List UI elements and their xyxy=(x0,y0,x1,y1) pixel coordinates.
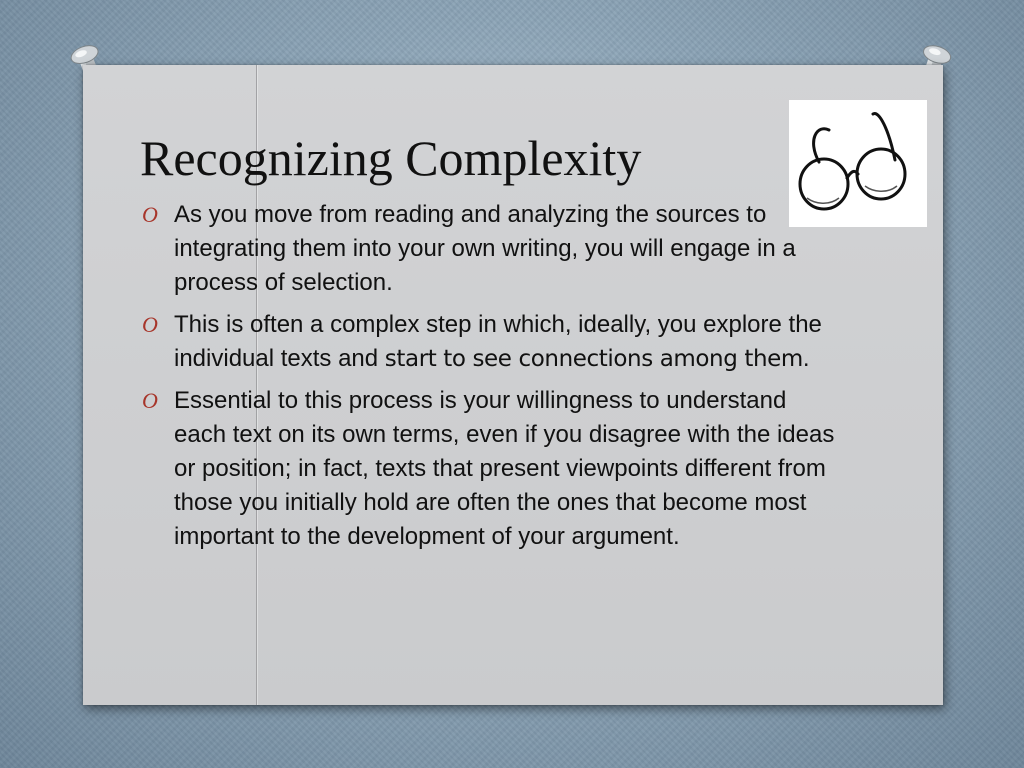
bullet-item xyxy=(140,384,840,554)
bullet-text: Essential to this process is your willingness to understand each text on its own terms, even if you disagree with the ideas or position; in fact, texts that present viewpoints different from those you initially hold are often the ones that become most important to the development of your argument. xyxy=(174,387,835,550)
bullet-marker: O xyxy=(142,312,158,337)
bullet-marker: O xyxy=(142,388,158,413)
bullet-list xyxy=(140,198,840,562)
bullet-text: This is often a complex step in which, ideally, you explore the individual texts and xyxy=(174,311,822,372)
bullet-item xyxy=(140,308,840,376)
emphasized-text: start to see connections among them xyxy=(384,346,803,372)
bullet-item xyxy=(140,198,840,300)
slide-title: Recognizing Complexity xyxy=(140,130,642,186)
bullet-text: As you move from reading and analyzing the sources to integrating them into your own writing, you will engage in a process of selection. xyxy=(174,201,796,296)
bullet-text-end: . xyxy=(802,345,810,372)
bullet-marker: O xyxy=(142,202,158,227)
